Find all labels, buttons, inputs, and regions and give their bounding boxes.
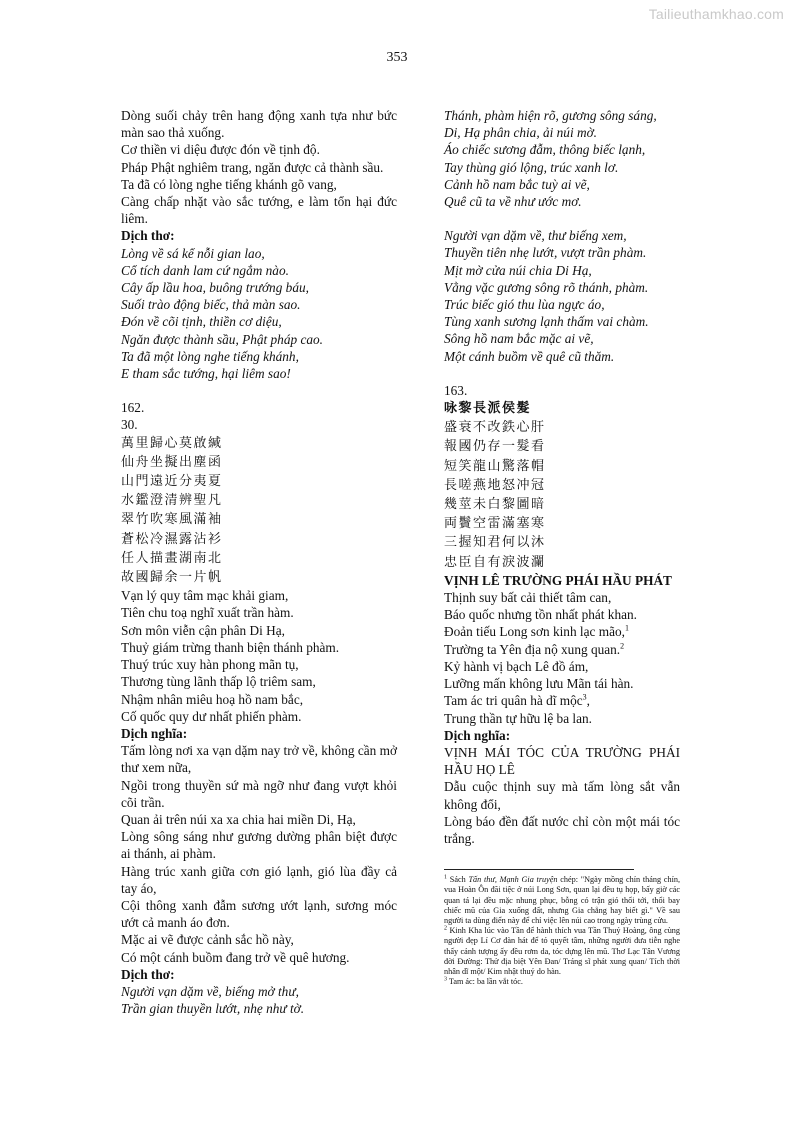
- intro-line: Ta đã có lòng nghe tiếng khánh gõ vang,: [121, 176, 337, 192]
- dich-nghia-title: VỊNH MÁI TÓC CỦA TRƯỜNG PHÁI HẦU HỌ LÊ: [444, 744, 680, 778]
- footnote-mark: 3: [444, 976, 447, 983]
- phien-am-line: Trung thần tự hữu lệ ba lan.: [444, 710, 592, 726]
- han-line: 短笑龍山驚落帽: [444, 458, 546, 474]
- dich-nghia-line: Có một cánh buồm đang trở về quê hương.: [121, 949, 350, 965]
- phien-am-line: Nhậm nhân miêu hoạ hồ nam bắc,: [121, 691, 304, 707]
- dich-nghia-line: Hàng trúc xanh giữa cơn gió lạnh, gió lùa đầy cả tay áo,: [121, 863, 397, 896]
- footnote-ref: 3: [582, 692, 587, 702]
- verse-line: Tay thùng gió lộng, trúc xanh lơ.: [444, 159, 619, 175]
- phien-am-text: Đoản tiếu Long sơn kinh lạc mão,: [444, 624, 625, 640]
- phien-am-text: Trường ta Yên địa nộ xung quan.: [444, 641, 621, 657]
- han-line: 盛衰不改鉄心肝: [444, 420, 546, 436]
- poem-number: 162.: [121, 400, 145, 416]
- han-line: 蒼松冷濕露沾衫: [121, 531, 223, 547]
- phien-am-line: Thuỷ giám trừng thanh biện thánh phàm.: [121, 639, 340, 655]
- verse-line: Cảnh hồ nam bắc tuỳ ai vẽ,: [444, 176, 590, 192]
- verse-line: Trúc biếc gió thu lùa ngực áo,: [444, 297, 605, 313]
- phien-am-line: Thịnh suy bất cải thiết tâm can,: [444, 590, 612, 606]
- poem-subnumber: 30.: [121, 417, 138, 433]
- punctuation: ,: [586, 693, 590, 709]
- poem-number: 163.: [444, 382, 468, 398]
- footnote-mark: 2: [444, 925, 447, 932]
- dich-nghia-line: Mặc ai vẽ được cảnh sắc hồ này,: [121, 932, 294, 948]
- phien-am-line: Kỷ hành vị bạch Lê đồ ám,: [444, 658, 589, 674]
- footnote: [444, 926, 680, 977]
- verse-line: Lòng về sá kể nỗi gian lao,: [121, 245, 265, 261]
- phien-am-line: Lưỡng mấn không lưu Mãn tái hàn.: [444, 676, 634, 692]
- phien-am-line: Tiên chu toạ nghĩ xuất trần hàm.: [121, 605, 294, 621]
- han-line: 萬里歸心莫啟緘: [121, 435, 223, 451]
- verse-line: Di, Hạ phân chia, ải núi mờ.: [444, 125, 597, 141]
- verse-line: Trần gian thuyền lướt, nhẹ như tờ.: [121, 1001, 305, 1017]
- footnote-ref: 1: [624, 624, 629, 634]
- han-line: 任人描畫湖南北: [121, 550, 223, 566]
- verse-line: Ta đã một lòng nghe tiếng khánh,: [121, 348, 299, 364]
- footnote-text: chép: "Ngày mồng chín tháng chín, vua Hoàn Ôn đãi tiệc ở núi Long Sơn, quan lại đều tụ họp, bấy giờ các quan tá lại đều mặc nhung phục, bỗng có trận gió thổi tới, thổi bay chiếc mũ của Gia xuống đất, nhưng Gia chẳng hay biết gì." Về sau người ta dùng điển này để chỉ việc lên núi cao trong ngày trùng cửu.: [444, 875, 681, 925]
- footnote-text: Kinh Kha lúc vào Tần để hành thích vua Tần Thuỷ Hoàng, ông cùng người đẹp Lí Cơ đàn hát để tỏ quyết tâm, những người đưa tiễn nghe thấy cảnh tượng ấy đều rơm da, tóc dựng lên mũ. Thơ Lạc Tân Vương đời Đường: Thử địa biệt Yên Đan/ Tráng sĩ phát xung quan/ Tích thời nhân dĩ một/ Kim nhật thuỷ do hàn.: [444, 926, 680, 976]
- phien-am-line: Cố quốc quy dư nhất phiến phàm.: [121, 708, 302, 724]
- phien-am-text: Tam ác tri quân hà dĩ mộc: [444, 693, 583, 709]
- dich-tho-heading: Dịch thơ:: [121, 228, 175, 244]
- verse-line: Thuyền tiên nhẹ lướt, vượt trần phàm.: [444, 245, 647, 261]
- verse-line: Cổ tích danh lam cứ ngắm nào.: [121, 262, 289, 278]
- dich-nghia-line: Dẫu cuộc thịnh suy mà tấm lòng sắt vẫn không đổi,: [444, 779, 680, 812]
- intro-line: Pháp Phật nghiêm trang, ngăn được cả thành sầu.: [121, 159, 384, 175]
- verse-line: Mịt mờ cửa núi chia Di Hạ,: [444, 262, 592, 278]
- han-line: 両鬢空雷滿塞寒: [444, 516, 546, 532]
- dich-nghia-heading: Dịch nghĩa:: [121, 725, 188, 741]
- page-number: 353: [386, 50, 408, 65]
- poem-title: VỊNH LÊ TRƯỜNG PHÁI HẦU PHÁT: [444, 572, 672, 588]
- verse-line: Người vạn dặm về, biếng mở thư,: [121, 983, 299, 999]
- han-line: 報國仍存一髮看: [444, 439, 546, 455]
- verse-line: Vằng vặc gương sông rõ thánh, phàm.: [444, 279, 649, 295]
- han-line: 三握知君何以沐: [444, 535, 546, 551]
- footnote-citation: Tấn thư, Mạnh Gia truyện: [468, 875, 558, 885]
- dich-nghia-line: Cội thông xanh đẫm sương ướt lạnh, sương móc ướt cả manh áo đơn.: [121, 897, 397, 931]
- dich-nghia-line: Tấm lòng nơi xa vạn dặm nay trở về, không cần mở thư xem nữa,: [121, 743, 397, 776]
- han-nom-text: [444, 399, 680, 572]
- verse-line: Quê cũ ta về như ước mơ.: [444, 194, 582, 210]
- verse-line: Ngăn được thành sầu, Phật pháp cao.: [121, 331, 323, 347]
- han-line: 忠臣自有淚波瀾: [444, 554, 546, 570]
- han-line: 水鑑澄清辨聖凡: [121, 493, 223, 509]
- han-line: 山門遠近分夷夏: [121, 474, 223, 490]
- verse-line: Suối trào động biếc, thả màn sao.: [121, 297, 301, 313]
- verse-line: Một cánh buồm về quê cũ thăm.: [444, 348, 615, 364]
- watermark: Tailieuthamkhao.com: [648, 6, 784, 22]
- verse-line: Người vạn dặm về, thư biếng xem,: [444, 228, 627, 244]
- footnote-ref: 2: [620, 641, 625, 651]
- dich-nghia-heading: Dịch nghĩa:: [444, 727, 511, 743]
- verse-line: Đón về cõi tịnh, thiền cơ diệu,: [121, 314, 282, 330]
- left-column: [121, 107, 397, 1017]
- han-nom-text: [121, 434, 397, 588]
- phien-am-line: Báo quốc nhưng tồn nhất phát khan.: [444, 607, 637, 623]
- han-title: 咏黎長派侯髮: [444, 401, 532, 417]
- phien-am-line: [444, 641, 680, 658]
- han-line: 長嗟燕地怒冲冠: [444, 477, 546, 493]
- dich-nghia-line: Quan ải trên núi xa xa chia hai miền Di, Hạ,: [121, 811, 356, 827]
- phien-am-line: Thương tùng lãnh thấp lộ triêm sam,: [121, 674, 316, 690]
- dich-tho-heading: Dịch thơ:: [121, 966, 175, 982]
- verse-line: E tham sắc tướng, hại liêm sao!: [121, 366, 291, 382]
- phien-am-line: Thuý trúc xuy hàn phong mãn tụ,: [121, 657, 299, 673]
- dich-nghia-line: Ngồi trong thuyền sứ mà ngỡ như đang vượt khỏi cõi trần.: [121, 777, 397, 810]
- phien-am-line: Vạn lý quy tâm mạc khải giam,: [121, 588, 289, 604]
- footnote-divider: [444, 869, 634, 870]
- intro-line: Dòng suối chảy trên hang động xanh tựa như bức màn sao thả xuống.: [121, 108, 397, 141]
- intro-line: Càng chấp nhặt vào sắc tướng, e làm tổn hại đức liêm.: [121, 194, 397, 227]
- footnote-mark: 1: [444, 874, 447, 881]
- footnote: [444, 977, 680, 987]
- verse-line: Áo chiếc sương đẫm, thông biếc lạnh,: [444, 142, 646, 158]
- verse-line: Cây ấp lầu hoa, buông trướng báu,: [121, 280, 309, 296]
- verse-line: Tùng xanh sương lạnh thấm vai chàm.: [444, 314, 649, 330]
- han-line: 故國歸余一片帆: [121, 570, 223, 586]
- footnote-text: Tam ác: ba lần vắt tóc.: [448, 977, 523, 987]
- dich-nghia-line: Lòng báo đền đất nước chỉ còn một mái tóc trắng.: [444, 813, 680, 846]
- han-line: 仙舟坐擬出塵函: [121, 454, 223, 470]
- han-line: 翠竹吹寒風滿袖: [121, 512, 223, 528]
- phien-am-line: Sơn môn viễn cận phân Di Hạ,: [121, 622, 285, 638]
- intro-line: Cơ thiền vi diệu được đón về tịnh độ.: [121, 142, 320, 158]
- phien-am-line: [444, 692, 680, 709]
- footnote: [444, 875, 680, 926]
- verse-line: Thánh, phàm hiện rõ, gương sông sáng,: [444, 108, 657, 123]
- right-column: [444, 107, 680, 987]
- dich-nghia-line: Lòng sông sáng như gương dường phân biệt được ai thánh, ai phàm.: [121, 829, 397, 862]
- han-line: 幾莖未白黎圖暗: [444, 497, 546, 513]
- phien-am-line: [444, 623, 680, 640]
- footnote-text: Sách: [449, 875, 469, 885]
- verse-line: Sông hồ nam bắc mặc ai vẽ,: [444, 331, 594, 347]
